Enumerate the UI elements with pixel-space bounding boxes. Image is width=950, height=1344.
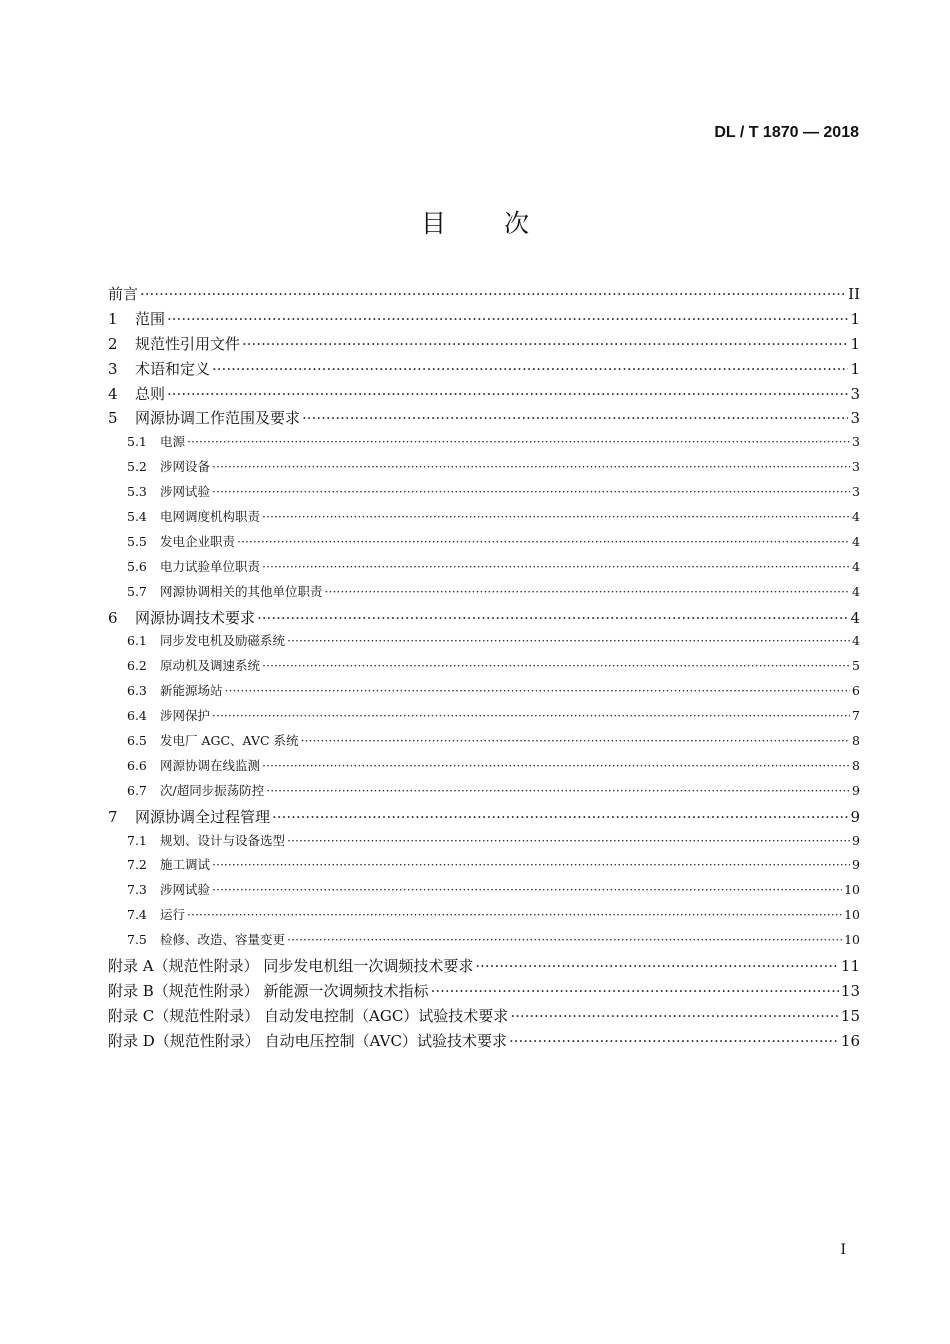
toc-dot-leader [225, 683, 850, 698]
toc-entry-page: 10 [844, 882, 860, 898]
toc-dot-leader [212, 882, 842, 897]
toc-entry-title: 施工调试 [160, 857, 211, 873]
toc-entry-title: 网源协调在线监测 [160, 757, 261, 773]
toc-entry-number: 5 [108, 409, 118, 428]
toc-entry-page: 4 [852, 509, 860, 525]
toc-entry-number: 6.4 [127, 708, 147, 724]
toc-entry-title: 次/超同步振荡防控 [160, 782, 265, 798]
toc-dot-leader [287, 833, 850, 848]
toc-entry[interactable] [108, 482, 860, 507]
toc-entry-title: 原动机及调速系统 [160, 658, 261, 674]
toc-entry-title: 发电企业职责 [160, 533, 236, 549]
toc-entry[interactable] [108, 1005, 860, 1030]
toc-dot-leader [212, 360, 848, 378]
toc-dot-leader [212, 857, 850, 872]
toc-entry-title: 网源协调技术要求 [135, 608, 256, 627]
toc-entry-page: 10 [844, 932, 860, 948]
toc-dot-leader [212, 484, 850, 499]
page-title: 目次 [420, 209, 587, 238]
toc-dot-leader [257, 609, 848, 627]
toc-entry[interactable] [108, 432, 860, 457]
toc-entry[interactable] [108, 532, 860, 557]
toc-entry-page: 9 [852, 857, 860, 873]
toc-entry-title: 涉网保护 [160, 708, 211, 724]
toc-entry[interactable] [108, 681, 860, 706]
toc-dot-leader [325, 584, 850, 599]
toc-entry-title: 前言 [108, 285, 139, 303]
toc-dot-leader [212, 708, 850, 723]
toc-entry-number: 5.1 [127, 434, 147, 450]
toc-entry[interactable] [108, 706, 860, 731]
page-number: I [840, 1242, 846, 1258]
toc-entry-page: 1 [850, 309, 860, 328]
toc-entry-number: 5.6 [127, 558, 147, 574]
toc-entry-page: 1 [850, 359, 860, 378]
toc-dot-leader [262, 509, 850, 524]
toc-dot-leader [167, 310, 848, 328]
toc-entry-page: 11 [840, 957, 860, 976]
toc-entry-number: 4 [108, 384, 118, 403]
toc-entry-number: 5.5 [127, 533, 147, 549]
toc-entry-number: 5.3 [127, 484, 147, 500]
toc-dot-leader [262, 758, 850, 773]
toc-entry-number: 6.6 [127, 757, 147, 773]
toc-entry-page: 5 [852, 658, 860, 674]
toc-entry-page: 4 [852, 583, 860, 599]
toc-entry[interactable] [108, 955, 860, 980]
toc-dot-leader [167, 385, 848, 403]
toc-dot-leader [266, 783, 850, 798]
toc-entry-title: 新能源场站 [160, 683, 223, 699]
toc-dot-leader [431, 982, 839, 1000]
toc-entry-page: 4 [850, 608, 860, 627]
toc-entry[interactable] [108, 731, 860, 756]
toc-dot-leader [301, 733, 850, 748]
toc-entry-number: 6.7 [127, 782, 147, 798]
toc-entry[interactable] [108, 831, 860, 856]
toc-entry-number: 6.5 [127, 733, 147, 749]
toc-entry-page: 1 [850, 334, 860, 353]
toc-dot-leader [475, 957, 839, 975]
toc-dot-leader [242, 335, 848, 353]
toc-entry[interactable] [108, 905, 860, 930]
toc-entry-title: 规范性引用文件 [135, 334, 241, 353]
toc-entry[interactable] [108, 507, 860, 532]
toc-entry[interactable] [108, 781, 860, 806]
toc-entry-title: 网源协调全过程管理 [135, 807, 271, 826]
toc-entry-number: 6.2 [127, 658, 147, 674]
toc-dot-leader [262, 559, 850, 574]
toc-entry[interactable] [108, 756, 860, 781]
toc-dot-leader [302, 409, 848, 427]
toc-entry[interactable] [108, 806, 860, 831]
toc-entry[interactable] [108, 333, 860, 358]
toc-entry-page: 15 [840, 1006, 860, 1025]
toc-entry-number: 7.4 [127, 907, 147, 923]
toc-dot-leader [272, 808, 848, 826]
toc-entry-number: 7.2 [127, 857, 147, 873]
toc-entry-title: 附录 A（规范性附录） 同步发电机组一次调频技术要求 [108, 957, 474, 976]
toc-entry-number: 6.1 [127, 633, 147, 649]
toc-entry-page: 4 [852, 533, 860, 549]
toc-dot-leader [510, 1007, 839, 1025]
toc-entry-page: II [848, 285, 860, 303]
toc-entry-title: 检修、改造、容量变更 [160, 932, 286, 948]
toc-entry-number: 5.4 [127, 509, 147, 525]
toc-entry-title: 发电厂 AGC、AVC 系统 [160, 733, 299, 749]
toc-entry[interactable] [108, 358, 860, 383]
toc-entry-title: 附录 D（规范性附录） 自动电压控制（AVC）试验技术要求 [108, 1031, 507, 1050]
toc-entry-title: 电网调度机构职责 [160, 509, 261, 525]
toc-entry-number: 7.3 [127, 882, 147, 898]
toc-dot-leader [287, 932, 842, 947]
toc-entry-page: 4 [852, 558, 860, 574]
toc-entry-page: 4 [852, 633, 860, 649]
toc-dot-leader [187, 907, 842, 922]
toc-entry[interactable] [108, 407, 860, 432]
toc-entry-title: 附录 B（规范性附录） 新能源一次调频技术指标 [108, 981, 429, 1000]
toc-entry-number: 6 [108, 608, 118, 627]
toc-entry[interactable] [108, 283, 860, 308]
toc-entry-page: 3 [852, 484, 860, 500]
table-of-contents [108, 283, 860, 1055]
toc-entry[interactable] [108, 980, 860, 1005]
toc-entry[interactable] [108, 1030, 860, 1055]
toc-entry[interactable] [108, 607, 860, 632]
toc-entry[interactable] [108, 656, 860, 681]
toc-entry[interactable] [108, 308, 860, 333]
toc-entry-title: 涉网试验 [160, 484, 211, 500]
toc-entry-page: 8 [852, 757, 860, 773]
toc-entry-title: 同步发电机及励磁系统 [160, 633, 286, 649]
toc-entry-page: 3 [850, 409, 860, 428]
toc-entry-title: 规划、设计与设备选型 [160, 832, 286, 848]
toc-entry-page: 9 [850, 807, 860, 826]
toc-entry[interactable] [108, 855, 860, 880]
toc-entry[interactable] [108, 457, 860, 482]
toc-dot-leader [187, 434, 850, 449]
toc-entry-number: 7.5 [127, 932, 147, 948]
toc-entry[interactable] [108, 383, 860, 408]
toc-entry-page: 9 [852, 782, 860, 798]
toc-dot-leader [287, 633, 850, 648]
toc-entry-title: 网源协调工作范围及要求 [135, 409, 301, 428]
toc-entry-page: 13 [840, 981, 860, 1000]
toc-entry-number: 7.1 [127, 832, 147, 848]
toc-dot-leader [237, 534, 850, 549]
toc-entry-page: 9 [852, 832, 860, 848]
toc-entry-number: 6.3 [127, 683, 147, 699]
toc-entry-title: 术语和定义 [135, 359, 211, 378]
toc-entry[interactable] [108, 631, 860, 656]
toc-entry-title: 范围 [135, 309, 166, 328]
toc-entry-title: 涉网设备 [160, 459, 211, 475]
toc-dot-leader [140, 285, 846, 303]
toc-entry-title: 电源 [160, 434, 186, 450]
toc-entry-number: 5.7 [127, 583, 147, 599]
toc-entry-page: 8 [852, 733, 860, 749]
toc-entry-number: 2 [108, 334, 118, 353]
toc-dot-leader [212, 459, 850, 474]
toc-entry-page: 16 [840, 1031, 860, 1050]
toc-entry-title: 附录 C（规范性附录） 自动发电控制（AGC）试验技术要求 [108, 1006, 509, 1025]
toc-entry-number: 5.2 [127, 459, 147, 475]
toc-entry[interactable] [108, 582, 860, 607]
toc-entry-page: 10 [844, 907, 860, 923]
toc-entry-number: 1 [108, 309, 118, 328]
toc-entry-title: 运行 [160, 907, 186, 923]
toc-dot-leader [262, 658, 850, 673]
toc-entry-title: 网源协调相关的其他单位职责 [160, 583, 323, 599]
document-code: DL / T 1870 — 2018 [714, 124, 859, 141]
toc-entry-title: 总则 [135, 384, 166, 403]
toc-entry-number: 3 [108, 359, 118, 378]
toc-entry-title: 涉网试验 [160, 882, 211, 898]
toc-entry-title: 电力试验单位职责 [160, 558, 261, 574]
toc-entry-number: 7 [108, 807, 118, 826]
toc-entry-page: 3 [852, 459, 860, 475]
toc-entry[interactable] [108, 557, 860, 582]
toc-dot-leader [509, 1032, 839, 1050]
toc-entry-page: 3 [852, 434, 860, 450]
toc-entry[interactable] [108, 880, 860, 905]
toc-entry[interactable] [108, 930, 860, 955]
toc-entry-page: 6 [852, 683, 860, 699]
toc-entry-page: 3 [850, 384, 860, 403]
toc-entry-page: 7 [852, 708, 860, 724]
